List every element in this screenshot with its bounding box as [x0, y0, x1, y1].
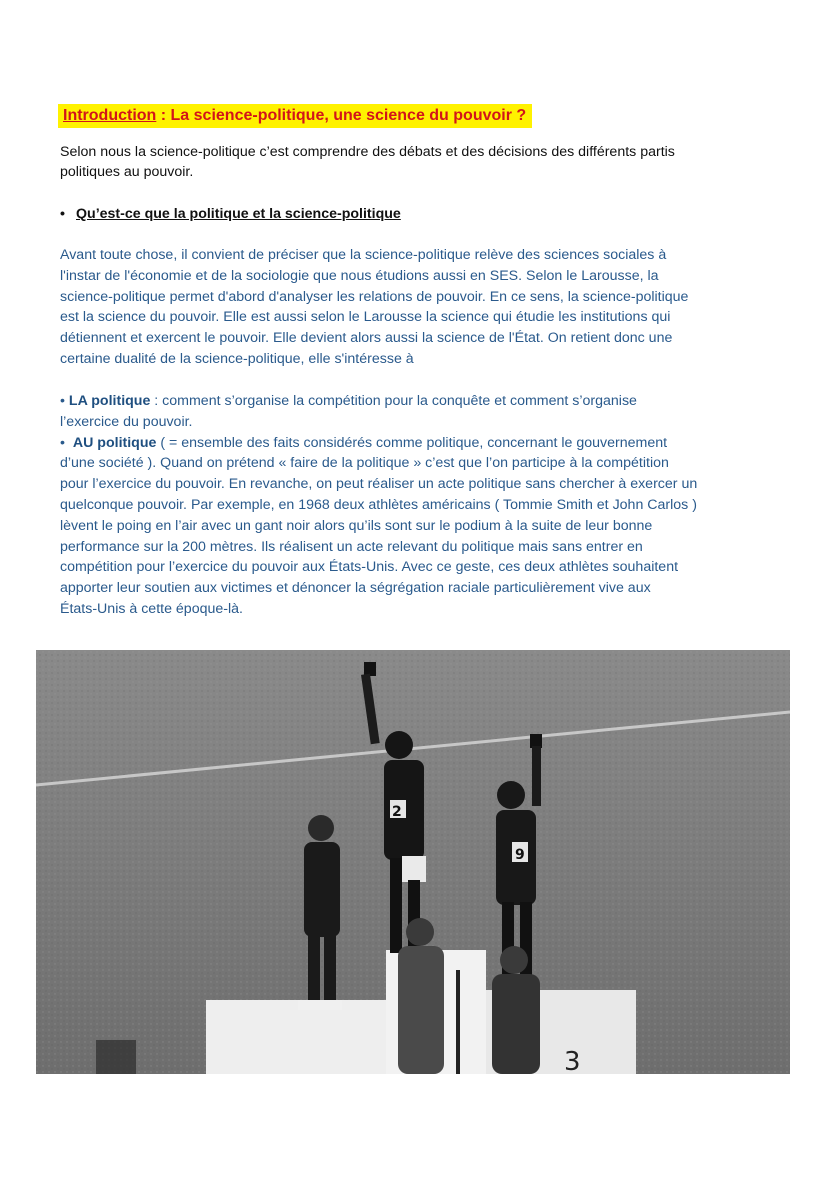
bullet-icon: • — [60, 434, 65, 451]
list-item-text: l’exercice du pouvoir. — [60, 413, 193, 430]
term-au-politique: AU politique — [72, 434, 157, 451]
list-item-text: apporter leur soutien aux victimes et dénoncer la ségrégation raciale particulièrement vive aux — [60, 580, 651, 597]
list-item-text: lèvent le poing en l’air avec un gant noir alors qu’ils sont sur le podium à la suite de leur bonne — [60, 517, 653, 534]
olympic-podium-photo — [36, 650, 790, 1074]
list-item-text: pour l’exercice du pouvoir. En revanche, on peut réaliser un acte politique sans chercher à exercer un — [60, 476, 698, 493]
list-item-text: ( = ensemble des faits considérés comme politique, concernant le gouvernement — [156, 434, 668, 451]
term-la-politique: LA politique — [68, 393, 151, 409]
bib-left: 2 — [392, 804, 402, 820]
paragraph-line: l'instar de l'économie et de la sociologie que nous étudions aussi en SES. Selon le Larousse, la — [60, 267, 659, 284]
paragraph-definition — [60, 245, 772, 370]
photo-illustration — [36, 650, 790, 1074]
list-item-text: : comment s’organise la compétition pour la conquête et comment s’organise — [150, 393, 637, 409]
bullet-icon: • — [60, 206, 65, 222]
title-underlined: Introduction — [63, 107, 157, 124]
bullet-icon: • — [60, 393, 65, 409]
bib-right: 9 — [515, 847, 525, 863]
list-item-au — [60, 433, 772, 454]
paragraph-line: certaine dualité de la science-politique, elle s'intéresse à — [60, 350, 414, 367]
intro-line: politiques au pouvoir. — [60, 164, 194, 180]
paragraph-line: est la science du pouvoir. Elle est aussi selon le Larousse la science qui étudie les institutions qui — [60, 309, 671, 326]
intro-line: Selon nous la science-politique c’est comprendre des débats et des décisions des différents partis — [60, 144, 675, 160]
paragraph-line: détiennent et exercent le pouvoir. Elle devient alors aussi la science de l'État. On retient donc une — [60, 330, 673, 347]
title-block — [58, 104, 532, 128]
paragraph-line: science-politique permet d'abord d'analyser les relations de pouvoir. En ce sens, la science-politique — [60, 288, 689, 305]
page-title — [58, 104, 532, 128]
list-item-text: États-Unis à cette époque-là. — [60, 600, 243, 617]
intro-paragraph — [60, 142, 760, 182]
podium-number: 3 — [564, 1047, 581, 1074]
list-item-text: performance sur la 200 mètres. Ils réalisent un acte relevant du politique mais sans entrer en — [60, 538, 643, 555]
list-item-text: compétition pour l’exercice du pouvoir aux États-Unis. Avec ce geste, ces deux athlètes souhaitent — [60, 559, 679, 576]
list-item-la — [60, 391, 772, 412]
list-item-text: d’une société ). Quand on prétend « faire de la politique » c’est que l’on participe à la compétition — [60, 455, 669, 472]
paragraph-line: Avant toute chose, il convient de préciser que la science-politique relève des sciences sociales à — [60, 247, 667, 263]
title-rest: : La science-politique, une science du pouvoir ? — [156, 107, 527, 124]
list-item-text: quelconque pouvoir. Par exemple, en 1968 deux athlètes américains ( Tommie Smith et John Carlos ) — [60, 496, 697, 513]
section-heading-text: Qu’est-ce que la politique et la science-politique — [76, 206, 401, 222]
bullet-list — [60, 391, 772, 620]
section-heading — [60, 204, 401, 224]
